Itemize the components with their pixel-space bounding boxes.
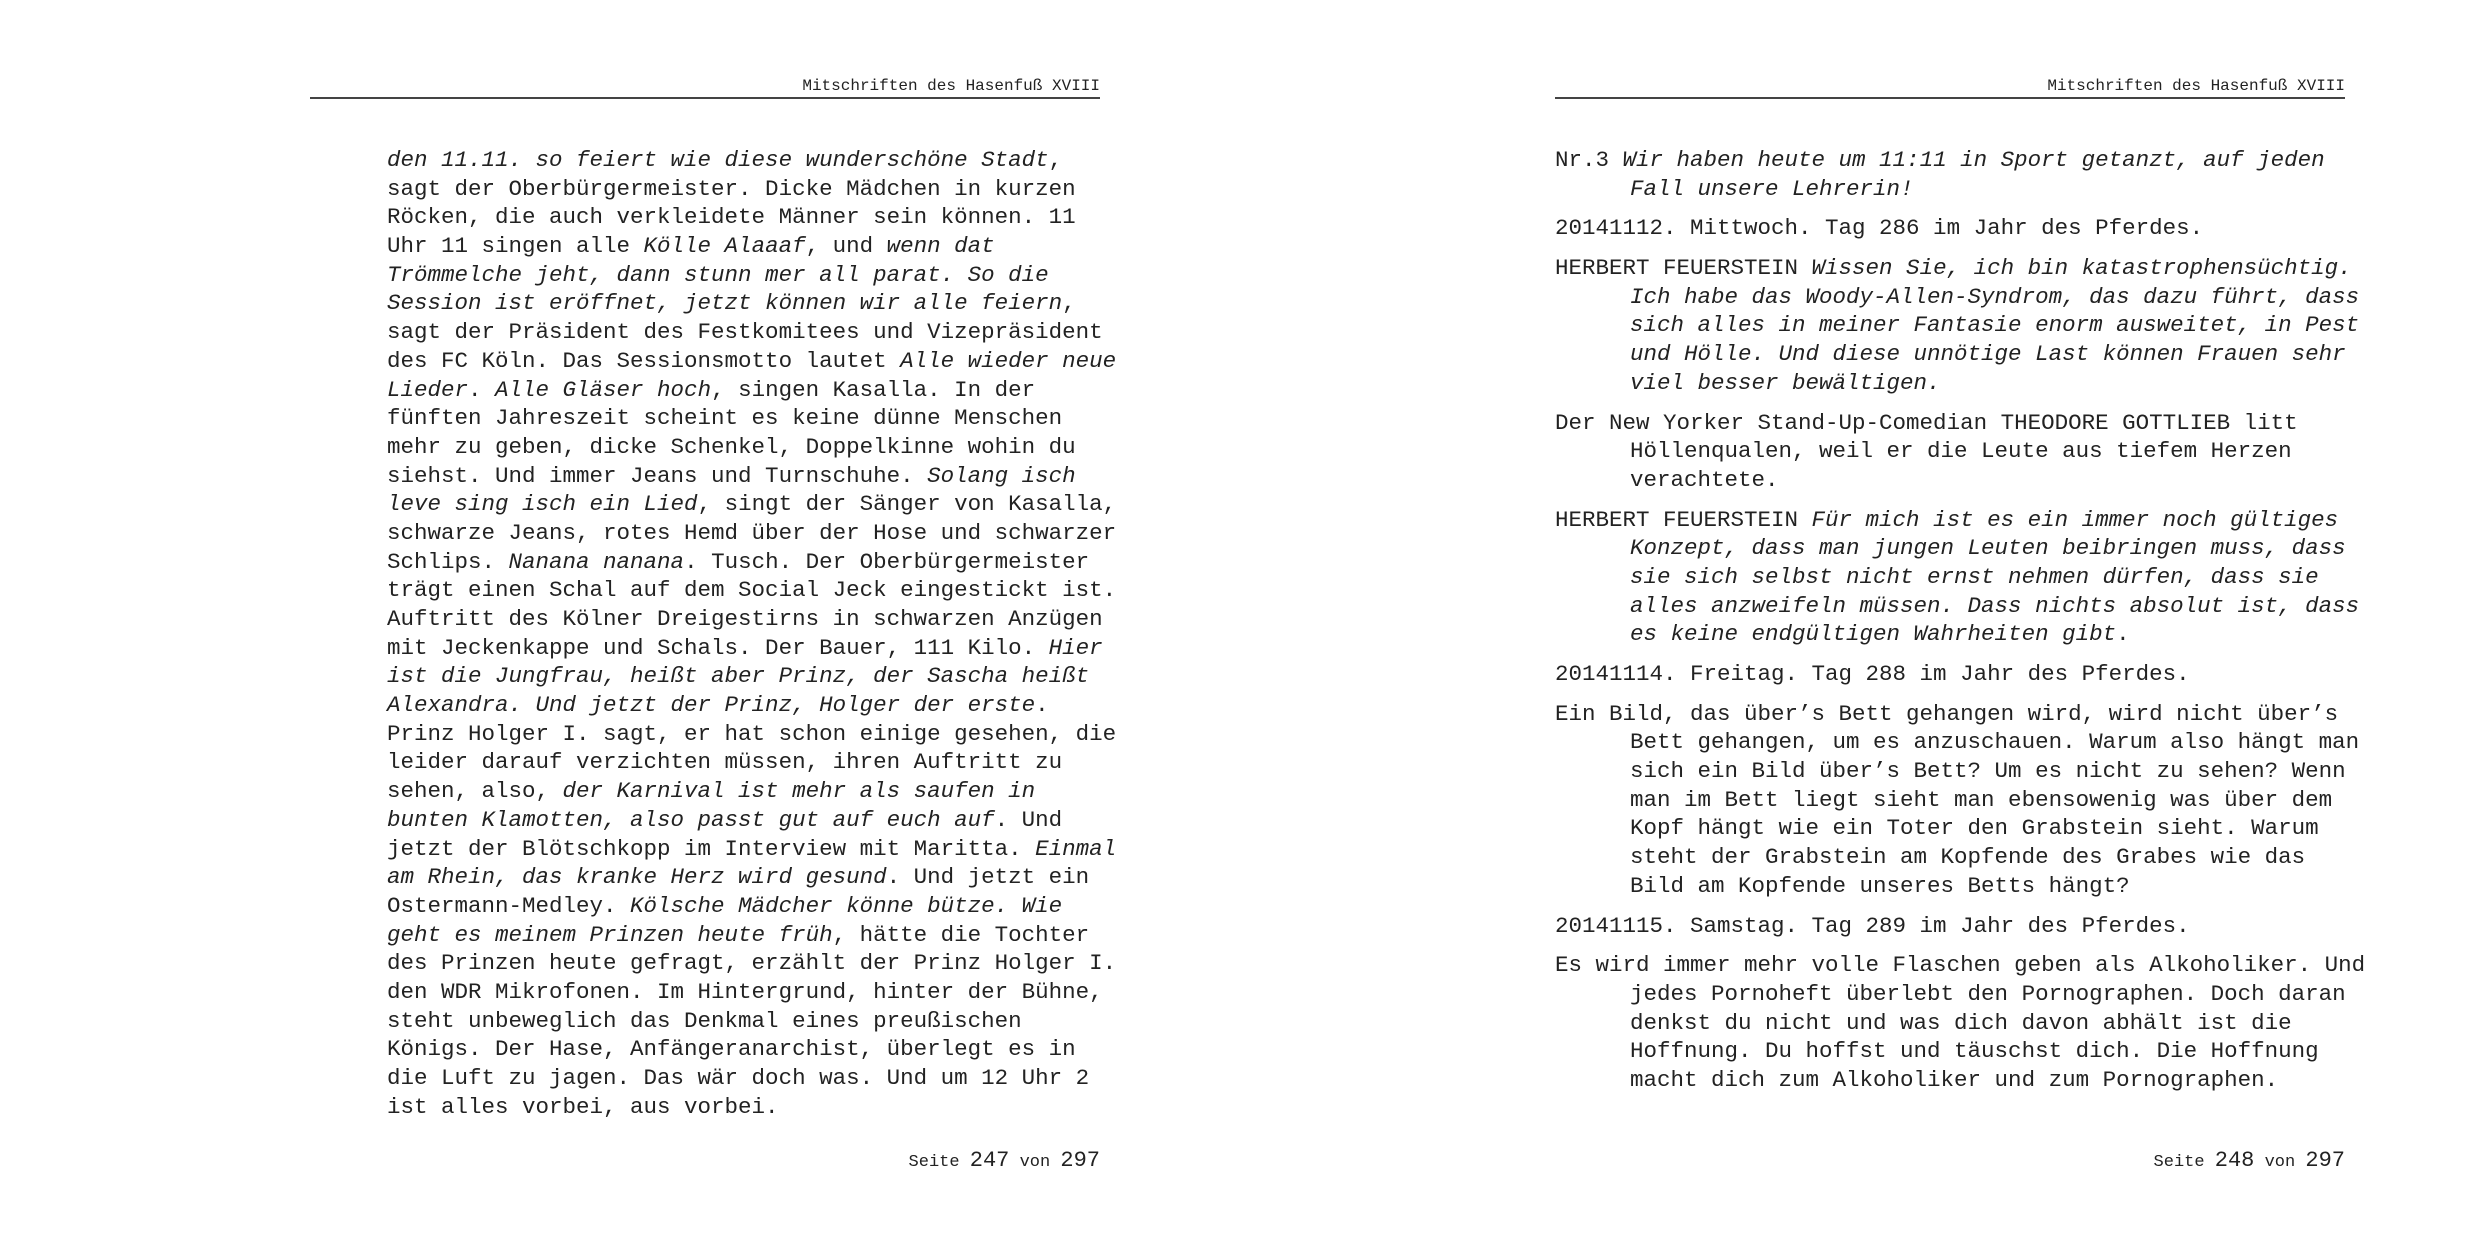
body-text: Königs. Der Hase, Anfängeranarchist, überlegt es in — [387, 1036, 1076, 1063]
text-line — [387, 318, 1103, 347]
quote-text: Session ist eröffnet, jetzt können wir alle feiern — [387, 290, 1063, 317]
text-line — [387, 433, 1087, 462]
quote-text: Trömmelche jeht, dann stunn mer all parat. So die — [387, 261, 1049, 288]
quote-text: Nanana nanana — [508, 548, 685, 575]
text-line — [1555, 534, 2345, 563]
text-line — [387, 949, 1117, 978]
body-text: Prinz Holger I. sagt, er hat schon einige gesehen, die — [387, 720, 1117, 747]
text-line — [1555, 175, 2345, 204]
quote-text: Ich habe das Woody-Allen-Syndrom, das dazu führt, dass — [1630, 283, 2360, 310]
footer-of: von — [1019, 1153, 1051, 1172]
text-line — [1555, 437, 2345, 466]
quote-text: Solang isch — [927, 462, 1076, 489]
text-line — [1555, 951, 2366, 980]
page-number: 247 — [969, 1148, 1010, 1173]
text-line — [387, 376, 1087, 405]
quote-text: Einmal — [1035, 835, 1117, 862]
quote-text: Fall unsere Lehrerin! — [1630, 175, 1914, 202]
text-line — [387, 519, 1117, 548]
text-line — [387, 347, 1117, 376]
quote-text: und Hölle. Und diese unnötige Last können Frauen sehr — [1630, 341, 2346, 368]
text-line — [1555, 620, 2345, 649]
body-text: macht dich zum Alkoholiker und zum Pornographen. — [1630, 1066, 2279, 1093]
entry-paragraph — [1555, 254, 2360, 397]
body-text: 20141115. Samstag. Tag 289 im Jahr des Pferdes. — [1555, 912, 2190, 939]
text-line — [387, 261, 1087, 290]
text-line — [1555, 369, 2345, 398]
body-text: . Tusch. Der Oberbürgermeister — [684, 548, 1090, 575]
left-page — [310, 0, 1117, 1240]
body-text: des Prinzen heute gefragt, erzählt der Prinz Holger I. — [387, 950, 1117, 977]
text-line — [1555, 912, 2345, 941]
body-text: , hätte die Tochter — [832, 921, 1090, 948]
body-text: Höllenqualen, weil er die Leute aus tiefem Herzen — [1630, 438, 2292, 465]
body-text: jetzt der Blötschkopp im Interview mit Maritta. — [387, 835, 1036, 862]
body-text: ist alles vorbei, aus vorbei. — [387, 1093, 779, 1120]
running-head: Mitschriften des Hasenfuß XVIII — [802, 77, 1100, 95]
text-line — [1555, 1037, 2345, 1066]
body-text: leider darauf verzichten müssen, ihren Auftritt zu — [387, 749, 1063, 776]
quote-text: es keine endgültigen Wahrheiten gibt — [1630, 621, 2117, 648]
page-footer — [2154, 1147, 2345, 1175]
body-text: , — [1048, 147, 1063, 173]
body-text: schwarze Jeans, rotes Hemd über der Hose und schwarzer — [387, 519, 1117, 546]
body-text: Röcken, die auch verkleidete Männer sein können. 11 — [387, 204, 1076, 231]
text-line — [1555, 311, 2360, 340]
text-line — [1555, 214, 2345, 243]
text-line — [1555, 843, 2345, 872]
text-line — [387, 720, 1117, 749]
text-line — [1555, 700, 2345, 729]
text-line — [1555, 660, 2345, 689]
body-text: Schlips. — [387, 548, 509, 575]
text-line — [387, 978, 1103, 1007]
text-line — [1555, 563, 2345, 592]
quote-text: viel besser bewältigen. — [1630, 369, 1941, 396]
quote-text: bunten Klamotten, also passt gut auf euch auf — [387, 806, 995, 833]
entry-paragraph — [1555, 912, 2345, 941]
body-text: fünften Jahreszeit scheint es keine dünne Menschen — [387, 405, 1063, 432]
entry-paragraph — [1555, 409, 2345, 495]
text-line — [387, 921, 1090, 950]
text-line — [1555, 814, 2345, 843]
body-text: mehr zu geben, dicke Schenkel, Doppelkinne wohin du — [387, 433, 1076, 460]
page-body — [1555, 146, 2366, 1106]
quote-text: ist die Jungfrau, heißt aber Prinz, der Sascha heißt — [387, 663, 1090, 690]
text-line — [387, 1093, 1087, 1122]
body-text: HERBERT FEUERSTEIN — [1555, 255, 1812, 282]
body-text: den WDR Mikrofonen. Im Hintergrund, hinter der Bühne, — [387, 978, 1103, 1005]
body-text: . — [2116, 621, 2130, 648]
page-footer — [909, 1147, 1100, 1175]
text-line — [387, 490, 1117, 519]
quote-text: Für mich ist es ein immer noch gültiges — [1811, 506, 2339, 533]
text-line — [1555, 146, 2345, 175]
body-text: 20141114. Freitag. Tag 288 im Jahr des Pferdes. — [1555, 661, 2190, 687]
entry-paragraph — [1555, 951, 2366, 1094]
text-line — [387, 835, 1117, 864]
quote-text: Kölle Alaaaf — [643, 233, 806, 260]
body-text: Uhr 11 singen alle — [387, 233, 644, 260]
quote-text: leve sing isch ein Lied — [387, 491, 698, 518]
quote-text: Alexandra. Und jetzt der Prinz, Holger der erste — [387, 692, 1036, 719]
text-line — [1555, 728, 2360, 757]
text-line — [387, 863, 1090, 892]
text-line — [387, 1064, 1090, 1093]
text-line — [387, 1035, 1087, 1064]
body-text: HERBERT FEUERSTEIN — [1555, 506, 1812, 533]
text-line — [387, 232, 1087, 261]
body-text: . — [1035, 692, 1049, 719]
quote-text: Wir haben heute um 11:11 in Sport getanzt, auf jeden — [1622, 147, 2325, 173]
footer-label: Seite — [2153, 1153, 2205, 1172]
entry-paragraph — [1555, 214, 2345, 243]
text-line — [387, 892, 1087, 921]
text-line — [387, 634, 1103, 663]
text-line — [387, 576, 1117, 605]
body-text: . — [468, 376, 496, 403]
quote-text: alles anzweifeln müssen. Dass nichts absolut ist, dass — [1630, 592, 2360, 619]
text-line — [1555, 786, 2345, 815]
body-text: steht der Grabstein am Kopfende des Grabes wie das — [1630, 844, 2306, 871]
running-head: Mitschriften des Hasenfuß XVIII — [2047, 77, 2345, 95]
page-body — [387, 146, 1117, 1121]
body-text: die Luft zu jagen. Das wär doch was. Und um 12 Uhr 2 — [387, 1065, 1090, 1091]
body-text: Nr.3 — [1555, 147, 1623, 173]
text-line — [1555, 254, 2352, 283]
right-page — [1555, 0, 2366, 1240]
body-text: siehst. Und immer Jeans und Turnschuhe. — [387, 462, 928, 489]
quote-text: Alle Gläser hoch — [495, 376, 712, 403]
text-line — [1555, 506, 2345, 535]
body-text: jedes Pornoheft überlebt den Pornographen. Doch daran — [1630, 980, 2346, 1007]
text-line — [387, 777, 1087, 806]
quote-text: sie sich selbst nicht ernst nehmen dürfen, dass sie — [1630, 563, 2319, 590]
header-rule — [310, 97, 1100, 99]
text-line — [1555, 409, 2345, 438]
body-text: Auftritt des Kölner Dreigestirns in schwarzen Anzügen — [387, 606, 1103, 632]
body-text: mit Jeckenkappe und Schals. Der Bauer, 111 Kilo. — [387, 634, 1049, 661]
text-line — [387, 548, 1090, 577]
entry-paragraph — [1555, 146, 2345, 203]
body-text: Bett gehangen, um es anzuschauen. Warum also hängt man — [1630, 729, 2360, 756]
text-line — [387, 175, 1087, 204]
text-line — [387, 462, 1087, 491]
quote-text: geht es meinem Prinzen heute früh — [387, 921, 833, 948]
body-text: steht unbeweglich das Denkmal eines preußischen — [387, 1007, 1022, 1034]
text-line — [1555, 592, 2360, 621]
text-line — [387, 289, 1087, 318]
footer-of: von — [2264, 1153, 2296, 1172]
body-text: , — [1062, 290, 1076, 317]
body-text: Es wird immer mehr volle Flaschen geben als Alkoholiker. Und — [1555, 952, 2366, 979]
body-text: Hoffnung. Du hoffst und täuschst dich. Die Hoffnung — [1630, 1038, 2319, 1065]
body-text: Ostermann-Medley. — [387, 892, 631, 919]
quote-text: am Rhein, das kranke Herz wird gesund — [387, 864, 887, 891]
text-line — [387, 404, 1087, 433]
body-text: trägt einen Schal auf dem Social Jeck eingestickt ist. — [387, 577, 1117, 604]
entry-paragraph — [1555, 660, 2345, 689]
body-text: sagt der Präsident des Festkomitees und Vizepräsident — [387, 319, 1103, 346]
body-text: denkst du nicht und was dich davon abhält ist die — [1630, 1009, 2292, 1036]
quote-text: der Karnival ist mehr als saufen in — [562, 778, 1036, 805]
body-text: , singt der Sänger von Kasalla, — [697, 491, 1117, 518]
quote-text: Hier — [1048, 634, 1103, 661]
body-text: verachtete. — [1630, 466, 1779, 493]
text-line — [1555, 1066, 2345, 1095]
text-line — [387, 146, 1087, 175]
page-total: 297 — [1060, 1148, 1100, 1173]
body-text: sich ein Bild über’s Bett? Um es nicht zu sehen? Wenn — [1630, 758, 2346, 785]
quote-text: wenn dat — [886, 233, 995, 260]
quote-text: Konzept, dass man jungen Leuten beibringen muss, dass — [1630, 535, 2346, 562]
quote-text: sich alles in meiner Fantasie enorm ausweitet, in Pest — [1630, 312, 2360, 339]
text-line — [387, 748, 1087, 777]
body-text: . Und jetzt ein — [886, 864, 1090, 891]
footer-label: Seite — [908, 1153, 960, 1172]
body-text: Kopf hängt wie ein Toter den Grabstein sieht. Warum — [1630, 815, 2319, 842]
text-line — [387, 203, 1087, 232]
text-line — [387, 691, 1087, 720]
body-text: Bild am Kopfende unseres Betts hängt? — [1630, 872, 2130, 899]
text-line — [1555, 1009, 2345, 1038]
entry-paragraph — [1555, 506, 2360, 649]
text-line — [1555, 980, 2345, 1009]
text-line — [1555, 340, 2345, 369]
page-total: 297 — [2305, 1148, 2345, 1173]
body-text: , und — [805, 233, 887, 260]
page-number: 248 — [2214, 1148, 2255, 1173]
body-text: , singen Kasalla. In der — [711, 376, 1036, 403]
text-line — [387, 806, 1087, 835]
body-text: Ein Bild, das über’s Bett gehangen wird, wird nicht über’s — [1555, 700, 2339, 727]
body-text: . Und — [994, 806, 1063, 833]
text-line — [387, 1007, 1087, 1036]
body-text: man im Bett liegt sieht man ebensowenig was über dem — [1630, 786, 2333, 813]
entry-paragraph — [1555, 700, 2360, 901]
quote-text: Lieder — [387, 376, 469, 403]
body-text: sehen, also, — [387, 778, 563, 805]
text-line — [1555, 757, 2345, 786]
text-line — [387, 662, 1090, 691]
quote-text: Alle wieder neue — [900, 347, 1117, 374]
text-line — [1555, 283, 2360, 312]
text-line — [1555, 466, 2345, 495]
body-text: sagt der Oberbürgermeister. Dicke Mädchen in kurzen — [387, 175, 1076, 202]
text-line — [1555, 872, 2345, 901]
quote-text: Kölsche Mädcher könne bütze. Wie — [630, 892, 1063, 919]
body-text: Der New Yorker Stand-Up-Comedian THEODORE GOTTLIEB litt — [1555, 409, 2298, 436]
body-text: 20141112. Mittwoch. Tag 286 im Jahr des Pferdes. — [1555, 215, 2204, 242]
body-text: des FC Köln. Das Sessionsmotto lautet — [387, 347, 901, 374]
header-rule — [1555, 97, 2345, 99]
quote-text: Wissen Sie, ich bin katastrophensüchtig. — [1811, 255, 2352, 282]
text-line — [387, 605, 1103, 634]
quote-text: den 11.11. so feiert wie diese wunderschöne Stadt — [387, 147, 1049, 173]
